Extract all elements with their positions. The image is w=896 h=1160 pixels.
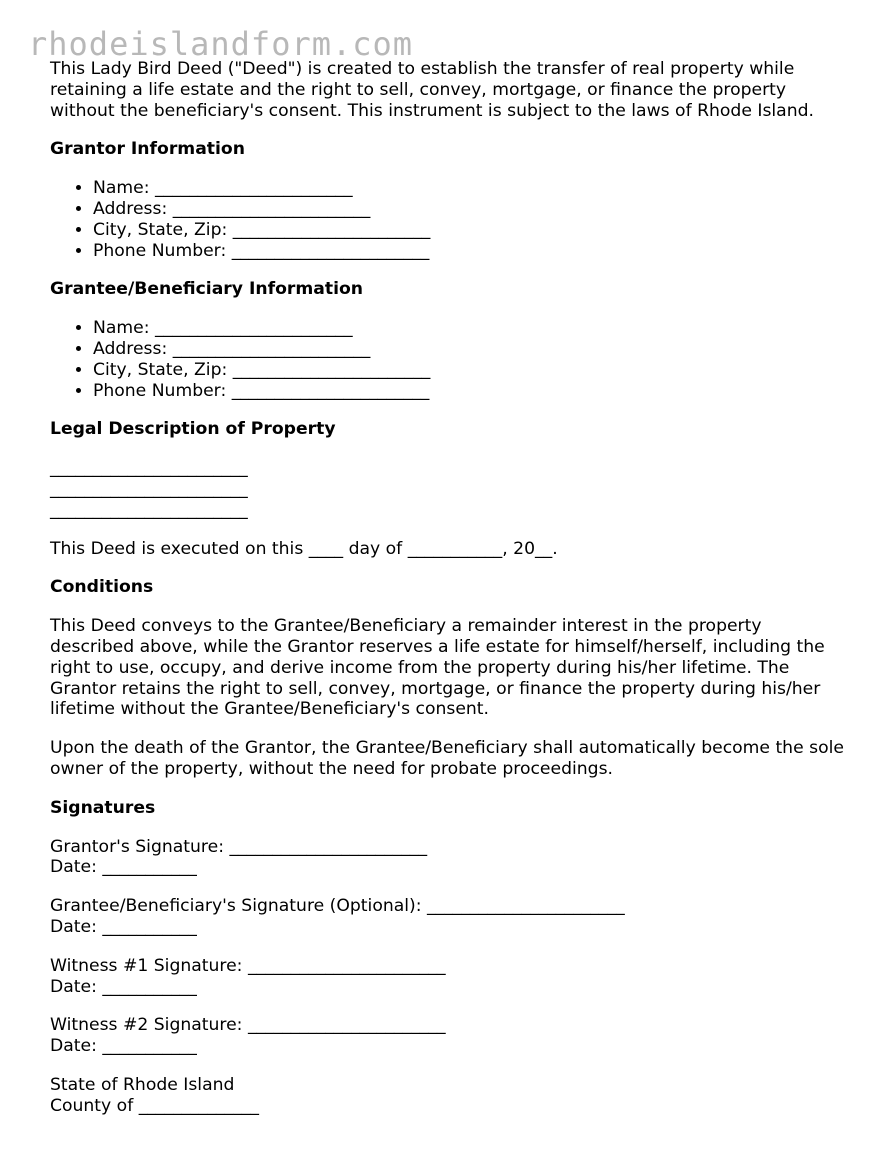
notary-block <box>50 1075 850 1117</box>
signature-line: Grantor's Signature: _______________________ <box>50 836 428 857</box>
witness-1-signature-block <box>50 956 850 998</box>
witness-2-signature-block <box>50 1015 850 1057</box>
state-line: State of Rhode Island <box>50 1074 235 1095</box>
date-line: Date: ___________ <box>50 976 197 997</box>
conditions-paragraph: Upon the death of the Grantor, the Grantee/Beneficiary shall automatically become the sole owner of the property, without the need for probate proceedings. <box>50 738 844 779</box>
list-item: • Phone Number: _______________________ <box>93 241 850 262</box>
grantor-heading: Grantor Information <box>50 139 245 160</box>
blank-line: _______________________ <box>50 499 248 520</box>
list-item: • Address: _______________________ <box>93 339 850 360</box>
date-line: Date: ___________ <box>50 916 197 937</box>
conditions-paragraph: This Deed conveys to the Grantee/Beneficiary a remainder interest in the property described above, while the Grantor reserves a life estate for himself/herself, including the right to use, occupy, and derive income from the property during his/her lifetime. The Grantor retains the right to sell, convey, mortgage, or finance the property during his/her lifetime without the Grantee/Beneficiary's consent. <box>50 616 825 720</box>
list-item: • Address: _______________________ <box>93 199 850 220</box>
list-item: • City, State, Zip: _______________________ <box>93 360 850 381</box>
conditions-heading: Conditions <box>50 577 154 598</box>
blank-line: _______________________ <box>50 478 248 499</box>
signatures-heading: Signatures <box>50 797 156 818</box>
signature-line: Witness #1 Signature: _______________________ <box>50 955 446 976</box>
legal-description-lines <box>50 458 850 520</box>
list-item: • Name: _______________________ <box>93 178 850 199</box>
grantee-signature-block <box>50 896 850 938</box>
grantor-signature-block <box>50 837 850 879</box>
signature-line: Witness #2 Signature: _______________________ <box>50 1015 446 1036</box>
list-item: • Phone Number: _______________________ <box>93 381 850 402</box>
date-line: Date: ___________ <box>50 857 197 878</box>
grantor-list <box>50 178 850 261</box>
watermark: rhodeislandform.com <box>28 25 414 63</box>
list-item: • City, State, Zip: _______________________ <box>93 220 850 241</box>
document <box>50 59 850 1116</box>
list-item: • Name: _______________________ <box>93 318 850 339</box>
date-line: Date: ___________ <box>50 1036 197 1057</box>
legal-description-heading: Legal Description of Property <box>50 419 336 440</box>
execution-date-line: This Deed is executed on this ____ day of ___________, 20__. <box>50 538 558 559</box>
grantee-heading: Grantee/Beneficiary Information <box>50 279 364 300</box>
blank-line: _______________________ <box>50 458 248 479</box>
county-line: County of ______________ <box>50 1095 260 1116</box>
grantee-list <box>50 318 850 401</box>
intro-paragraph: This Lady Bird Deed ("Deed") is created to establish the transfer of real property while retaining a life estate and the right to sell, convey, mortgage, or finance the property without the beneficiary's consent. This instrument is subject to the laws of Rhode Island. <box>50 59 814 121</box>
signature-line: Grantee/Beneficiary's Signature (Optional): _______________________ <box>50 896 625 917</box>
